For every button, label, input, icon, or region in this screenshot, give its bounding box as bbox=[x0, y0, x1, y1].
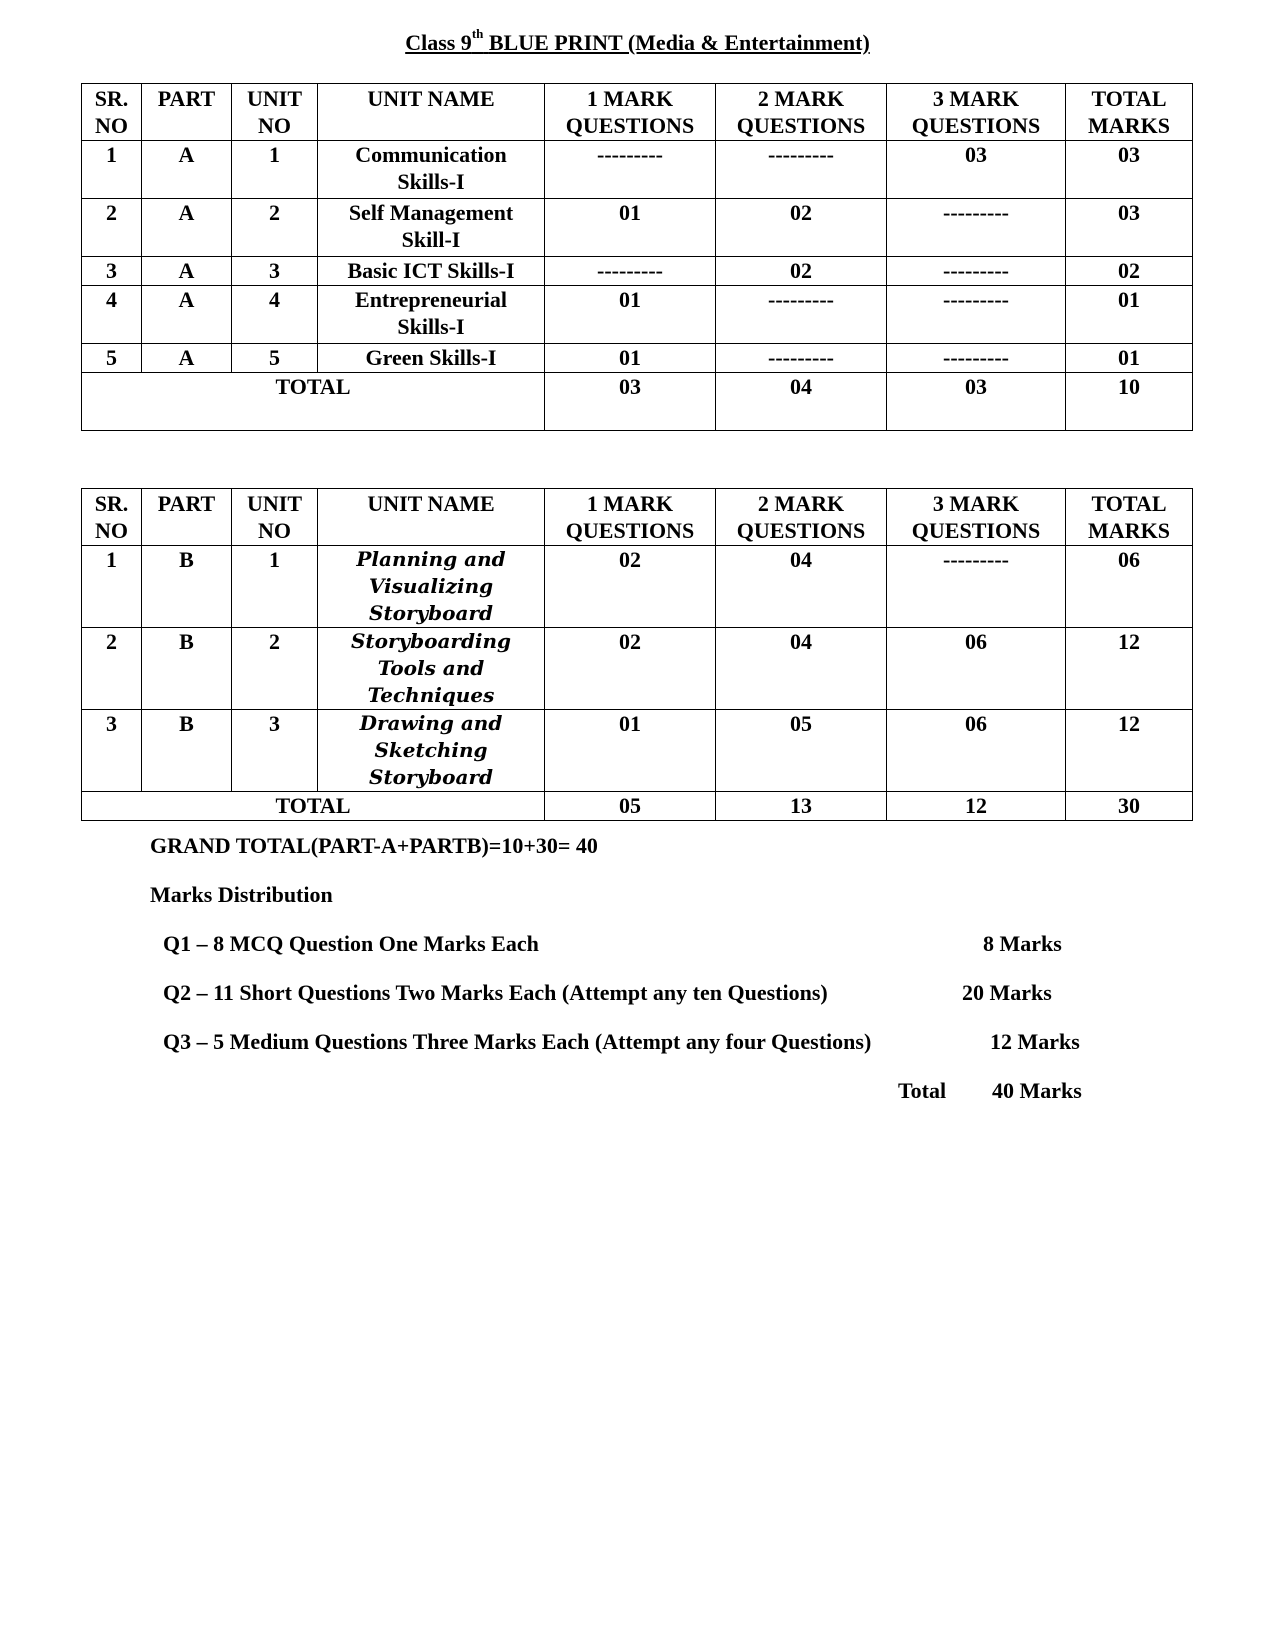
cell-2-mark: 04 bbox=[716, 546, 887, 628]
cell-3-mark: --------- bbox=[887, 546, 1066, 628]
cell-3-mark: --------- bbox=[887, 286, 1066, 344]
marks-distribution-heading: Marks Distribution bbox=[150, 882, 333, 907]
table-row bbox=[82, 199, 1193, 257]
cell-2-mark: 05 bbox=[716, 710, 887, 792]
cell-unit-name: Green Skills-I bbox=[318, 344, 545, 373]
header-1-mark: 1 MARK QUESTIONS bbox=[545, 84, 716, 141]
cell-part: A bbox=[142, 344, 232, 373]
cell-sr: 1 bbox=[82, 546, 142, 628]
cell-total: 01 bbox=[1066, 344, 1193, 373]
cell-1-mark: --------- bbox=[545, 141, 716, 199]
cell-1-mark: 01 bbox=[545, 710, 716, 792]
table-row bbox=[82, 546, 1193, 628]
cell-part: A bbox=[142, 286, 232, 344]
page-title bbox=[0, 26, 1275, 56]
q2-description: Q2 – 11 Short Questions Two Marks Each (Attempt any ten Questions) bbox=[163, 980, 828, 1005]
header-unit-name: UNIT NAME bbox=[318, 489, 545, 546]
cell-unit: 1 bbox=[232, 141, 318, 199]
part-b-table bbox=[81, 488, 1193, 821]
cell-part: A bbox=[142, 199, 232, 257]
total-3-mark: 12 bbox=[887, 792, 1066, 821]
cell-part: B bbox=[142, 628, 232, 710]
total-row bbox=[82, 792, 1193, 821]
header-row bbox=[82, 84, 1193, 141]
header-sr: SR. NO bbox=[82, 84, 142, 141]
cell-part: B bbox=[142, 546, 232, 628]
table-row bbox=[82, 257, 1193, 286]
total-marks-value: 40 Marks bbox=[992, 1078, 1082, 1103]
header-2-mark: 2 MARK QUESTIONS bbox=[716, 489, 887, 546]
cell-sr: 4 bbox=[82, 286, 142, 344]
title-superscript: th bbox=[471, 26, 484, 41]
q3-marks: 12 Marks bbox=[990, 1029, 1080, 1054]
total-row bbox=[82, 373, 1193, 431]
header-sr: SR. NO bbox=[82, 489, 142, 546]
cell-1-mark: 01 bbox=[545, 344, 716, 373]
cell-total: 12 bbox=[1066, 628, 1193, 710]
total-label: Total bbox=[898, 1078, 947, 1103]
cell-total: 06 bbox=[1066, 546, 1193, 628]
total-2-mark: 13 bbox=[716, 792, 887, 821]
table-row bbox=[82, 628, 1193, 710]
cell-2-mark: --------- bbox=[716, 286, 887, 344]
table-row bbox=[82, 141, 1193, 199]
cell-total: 01 bbox=[1066, 286, 1193, 344]
total-1-mark: 05 bbox=[545, 792, 716, 821]
cell-sr: 2 bbox=[82, 628, 142, 710]
cell-part: B bbox=[142, 710, 232, 792]
part-a-table bbox=[81, 83, 1193, 431]
cell-3-mark: 06 bbox=[887, 628, 1066, 710]
cell-3-mark: --------- bbox=[887, 344, 1066, 373]
total-3-mark: 03 bbox=[887, 373, 1066, 431]
header-1-mark: 1 MARK QUESTIONS bbox=[545, 489, 716, 546]
total-2-mark: 04 bbox=[716, 373, 887, 431]
cell-total: 03 bbox=[1066, 141, 1193, 199]
cell-2-mark: 02 bbox=[716, 199, 887, 257]
cell-1-mark: 01 bbox=[545, 286, 716, 344]
header-unit-name: UNIT NAME bbox=[318, 84, 545, 141]
cell-unit-name: Storyboarding Tools and Techniques bbox=[318, 628, 545, 710]
cell-unit-name: Communication Skills-I bbox=[318, 141, 545, 199]
cell-1-mark: 02 bbox=[545, 628, 716, 710]
cell-3-mark: 06 bbox=[887, 710, 1066, 792]
cell-3-mark: 03 bbox=[887, 141, 1066, 199]
cell-total: 02 bbox=[1066, 257, 1193, 286]
total-1-mark: 03 bbox=[545, 373, 716, 431]
cell-unit-name: Drawing and Sketching Storyboard bbox=[318, 710, 545, 792]
cell-total: 12 bbox=[1066, 710, 1193, 792]
cell-unit-name: Self Management Skill-I bbox=[318, 199, 545, 257]
header-unit: UNIT NO bbox=[232, 84, 318, 141]
q3-description: Q3 – 5 Medium Questions Three Marks Each (Attempt any four Questions) bbox=[163, 1029, 872, 1054]
cell-sr: 3 bbox=[82, 257, 142, 286]
cell-unit: 2 bbox=[232, 628, 318, 710]
cell-sr: 5 bbox=[82, 344, 142, 373]
header-part: PART bbox=[142, 84, 232, 141]
header-part: PART bbox=[142, 489, 232, 546]
cell-1-mark: 02 bbox=[545, 546, 716, 628]
table-row bbox=[82, 286, 1193, 344]
cell-2-mark: --------- bbox=[716, 344, 887, 373]
cell-unit-name: Basic ICT Skills-I bbox=[318, 257, 545, 286]
header-2-mark: 2 MARK QUESTIONS bbox=[716, 84, 887, 141]
cell-1-mark: --------- bbox=[545, 257, 716, 286]
cell-unit: 3 bbox=[232, 257, 318, 286]
cell-sr: 3 bbox=[82, 710, 142, 792]
cell-2-mark: 02 bbox=[716, 257, 887, 286]
q1-description: Q1 – 8 MCQ Question One Marks Each bbox=[163, 931, 539, 956]
cell-unit: 2 bbox=[232, 199, 318, 257]
cell-2-mark: --------- bbox=[716, 141, 887, 199]
total-marks: 30 bbox=[1066, 792, 1193, 821]
table-row bbox=[82, 344, 1193, 373]
cell-unit: 1 bbox=[232, 546, 318, 628]
header-3-mark: 3 MARK QUESTIONS bbox=[887, 84, 1066, 141]
table-row bbox=[82, 710, 1193, 792]
cell-total: 03 bbox=[1066, 199, 1193, 257]
q1-marks: 8 Marks bbox=[983, 931, 1062, 956]
total-label: TOTAL bbox=[82, 792, 545, 821]
header-3-mark: 3 MARK QUESTIONS bbox=[887, 489, 1066, 546]
cell-unit: 5 bbox=[232, 344, 318, 373]
header-row bbox=[82, 489, 1193, 546]
header-total-marks: TOTAL MARKS bbox=[1066, 489, 1193, 546]
cell-part: A bbox=[142, 141, 232, 199]
cell-unit: 3 bbox=[232, 710, 318, 792]
cell-2-mark: 04 bbox=[716, 628, 887, 710]
cell-unit: 4 bbox=[232, 286, 318, 344]
title-prefix: Class 9 bbox=[405, 30, 472, 55]
grand-total: GRAND TOTAL(PART-A+PARTB)=10+30= 40 bbox=[150, 833, 598, 858]
header-unit: UNIT NO bbox=[232, 489, 318, 546]
cell-unit-name: Entrepreneurial Skills-I bbox=[318, 286, 545, 344]
cell-3-mark: --------- bbox=[887, 199, 1066, 257]
q2-marks: 20 Marks bbox=[962, 980, 1052, 1005]
cell-1-mark: 01 bbox=[545, 199, 716, 257]
title-rest: BLUE PRINT (Media & Entertainment) bbox=[488, 30, 870, 55]
cell-3-mark: --------- bbox=[887, 257, 1066, 286]
header-total-marks: TOTAL MARKS bbox=[1066, 84, 1193, 141]
total-marks: 10 bbox=[1066, 373, 1193, 431]
total-label: TOTAL bbox=[82, 373, 545, 431]
cell-sr: 1 bbox=[82, 141, 142, 199]
cell-sr: 2 bbox=[82, 199, 142, 257]
cell-unit-name: Planning and Visualizing Storyboard bbox=[318, 546, 545, 628]
cell-part: A bbox=[142, 257, 232, 286]
